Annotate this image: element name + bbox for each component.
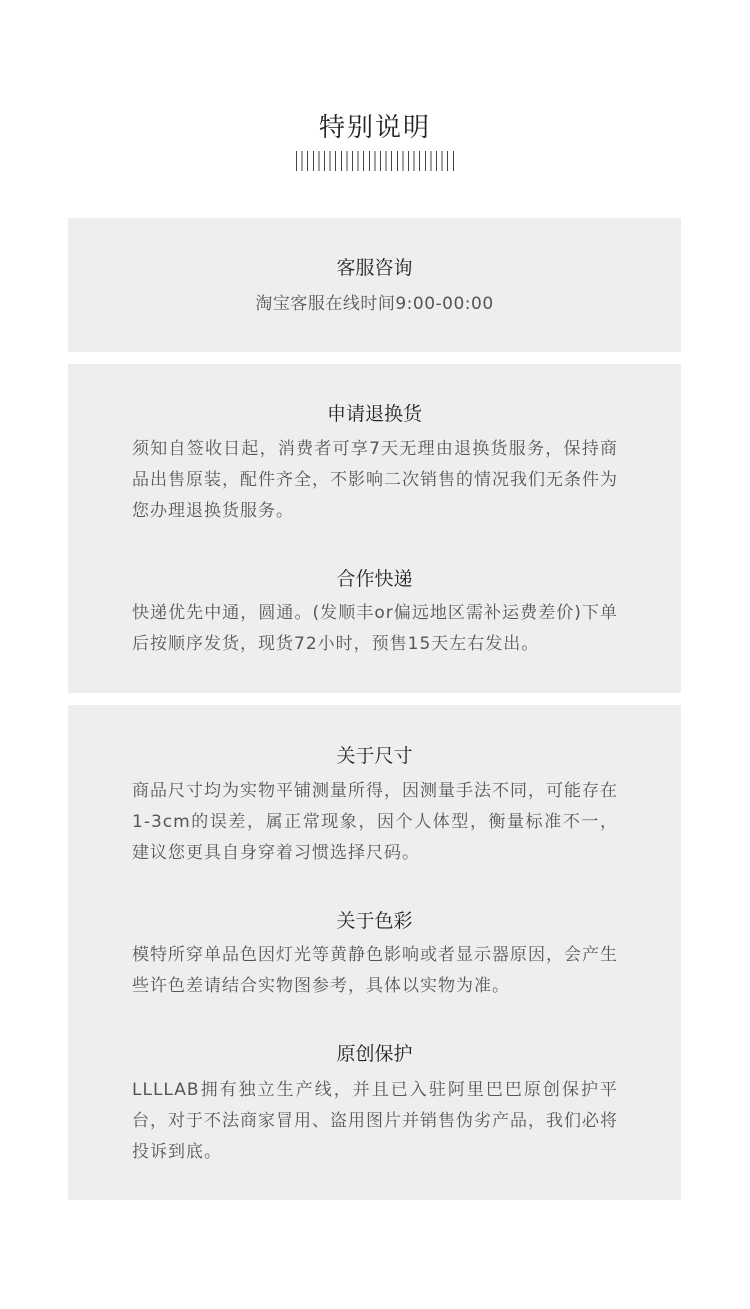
section-title-size: 关于尺寸 (336, 745, 413, 767)
page-title: 特别说明 (318, 113, 431, 143)
section-title-original-protection: 原创保护 (336, 1043, 413, 1065)
section-body-size: 商品尺寸均为实物平铺测量所得，因测量手法不同，可能存在1-3cm的误差，属正常现象，因个人体型，衡量标准不一，建议您更具自身穿着习惯选择尺码。 (132, 781, 618, 863)
section-title-returns: 申请退换货 (326, 403, 422, 425)
section-body-customer-service: 淘宝客服在线时间9:00-00:00 (255, 294, 494, 314)
section-title-customer-service: 客服咨询 (336, 257, 413, 279)
title-decoration-bars (296, 151, 454, 171)
section-body-original-protection: LLLLAB拥有独立生产线，并且已入驻阿里巴巴原创保护平台，对于不法商家冒用、盗用图片并销售伪劣产品，我们必将投诉到底。 (132, 1080, 618, 1162)
section-title-color: 关于色彩 (336, 910, 413, 932)
section-body-returns: 须知自签收日起，消费者可享7天无理由退换货服务，保持商品出售原装，配件齐全，不影响二次销售的情况我们无条件为您办理退换货服务。 (132, 439, 618, 521)
section-body-color: 模特所穿单品色因灯光等黄静色影响或者显示器原因，会产生些许色差请结合实物图参考，具体以实物为准。 (132, 945, 618, 996)
product-info-card (68, 705, 681, 1200)
section-title-shipping: 合作快递 (336, 568, 413, 590)
customer-service-card (68, 218, 681, 352)
section-body-shipping: 快递优先中通，圆通。(发顺丰or偏远地区需补运费差价)下单后按顺序发货，现货72小时，预售15天左右发出。 (132, 603, 618, 654)
returns-shipping-card (68, 364, 681, 693)
